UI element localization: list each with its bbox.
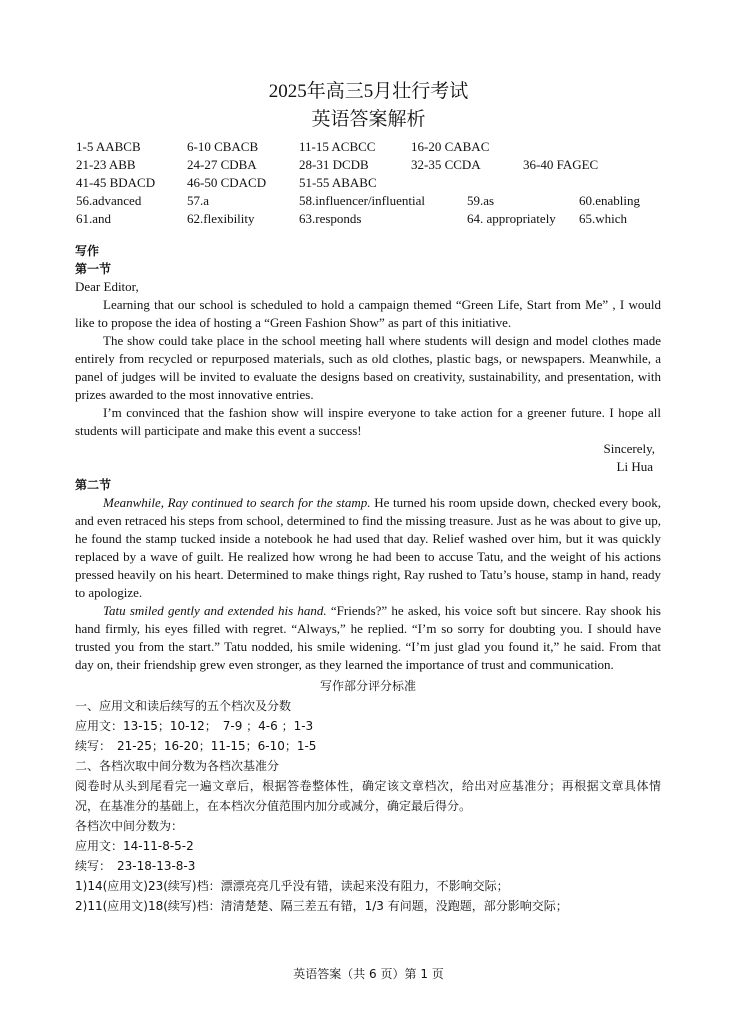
answer-cell: 16-20 CABAC [411,139,490,154]
scoring-line: 二、各档次取中间分数为各档次基准分 [75,759,280,773]
answer-cell: 11-15 ACBCC [299,139,376,154]
answer-cell: 6-10 CBACB [187,139,259,154]
answer-cell: 60.enabling [579,193,641,208]
scoring-line: 各档次中间分数为： [75,819,184,833]
scoring-line: 续写： 21-25；16-20；11-15；6-10；1-5 [75,739,317,753]
scoring-line: 一、应用文和读后续写的五个档次及分数 [75,699,292,713]
letter-paragraph: Learning that our school is scheduled to hold a campaign themed “Green Life, Start from Me” , I would like to propose the idea of hosting a “Green Fashion Show” as part of this initiative. [75,297,661,330]
answer-row [76,192,676,210]
story-text: “Friends?” he asked, his voice soft but sincere. Ray shook his hand firmly, his eyes filled with regret. “Always,” he replied. “I’m so sorry for doubting you. I should have trusted you from the start.” Tatu nodded, his smile widening. “I’m just glad you found it,” he said. From that day on, their friendship grew even stronger, as they learned the importance of trust and communication. [75,603,661,672]
answer-row [76,156,676,174]
answer-cell: 24-27 CDBA [187,157,257,172]
section2-heading: 第二节 [75,478,112,492]
scoring-line: 应用文：13-15；10-12； 7-9 ；4-6 ；1-3 [75,719,314,733]
answer-row [76,174,676,192]
answer-row [76,138,676,156]
answer-cell: 21-23 ABB [76,157,136,172]
story-lead-sentence: Tatu smiled gently and extended his hand. [103,603,327,618]
answer-cell: 32-35 CCDA [411,157,481,172]
answer-cell: 58.influencer/influential [299,193,425,208]
writing-heading: 写作 [75,244,100,258]
answer-cell: 62.flexibility [187,211,255,226]
answer-cell: 56.advanced [76,193,142,208]
answer-cell: 64. appropriately [467,211,556,226]
page-footer: 英语答案（共 6 页）第 1 页 [293,967,444,981]
scoring-paragraph: 阅卷时从头到尾看完一遍文章后，根据答卷整体性，确定该文章档次，给出对应基准分；再根据文章具体情况，在基准分的基础上，在本档次分值范围内加分或减分，确定最后得分。 [75,779,661,813]
story-lead-sentence: Meanwhile, Ray continued to search for the stamp. [103,495,371,510]
answer-cell: 1-5 AABCB [76,139,141,154]
answer-cell: 46-50 CDACD [187,175,267,190]
story-paragraph [75,494,661,602]
answer-table [76,138,676,228]
scoring-line: 应用文：14-11-8-5-2 [75,839,194,853]
answer-cell: 51-55 ABABC [299,175,377,190]
answer-cell: 65.which [579,211,628,226]
answer-cell: 59.as [467,193,495,208]
answer-cell: 57.a [187,193,210,208]
answer-cell: 61.and [76,211,112,226]
scoring-line: 2)11(应用文)18(续写)档：清清楚楚、隔三差五有错，1/3 有问题，没跑题，部分影响交际； [75,899,568,913]
answer-cell: 36-40 FAGEC [523,157,599,172]
answer-row [76,210,676,228]
letter-paragraph: The show could take place in the school meeting hall where students will design and model clothes made entirely from recycled or repurposed materials, such as old clothes, plastic bags, or newspapers. Meanwhile, a panel of judges will be invited to evaluate the designs based on creativity, sustainability, and presentation, with prizes awarded to the most innovative entries. [75,333,661,402]
writing-section [75,242,661,916]
scoring-line: 续写： 23-18-13-8-3 [75,859,196,873]
answer-cell: 28-31 DCDB [299,157,369,172]
scoring-line: 1)14(应用文)23(续写)档：漂漂亮亮几乎没有错，读起来没有阻力，不影响交际； [75,879,509,893]
section1-heading: 第一节 [75,262,112,276]
answer-cell: 63.responds [299,211,362,226]
answer-key-title: 英语答案解析 [311,109,426,130]
letter-paragraph: I’m convinced that the fashion show will inspire everyone to take action for a greener future. I hope all students will participate and make this event a success! [75,405,661,438]
scoring-title: 写作部分评分标准 [319,679,416,693]
letter-closing: Sincerely, [603,441,655,456]
answer-cell: 41-45 BDACD [76,175,156,190]
exam-title: 2025年高三5月壮行考试 [268,81,469,102]
story-paragraph [75,602,661,674]
letter-signature: Li Hua [616,459,653,474]
story-text: He turned his room upside down, checked every book, and even retraced his steps from school, determined to find the missing treasure. Just as he was about to give up, he found the stamp tucked inside a notebook he had used that day. Relief washed over him, but it was quickly replaced by a wave of guilt. He realized how wrong he had been to accuse Tatu, and the weight of his actions pressed heavily on his heart. Determined to make things right, Ray rushed to Tatu’s house, stamp in hand, ready to apologize. [75,495,661,600]
letter-salutation: Dear Editor, [75,279,139,294]
